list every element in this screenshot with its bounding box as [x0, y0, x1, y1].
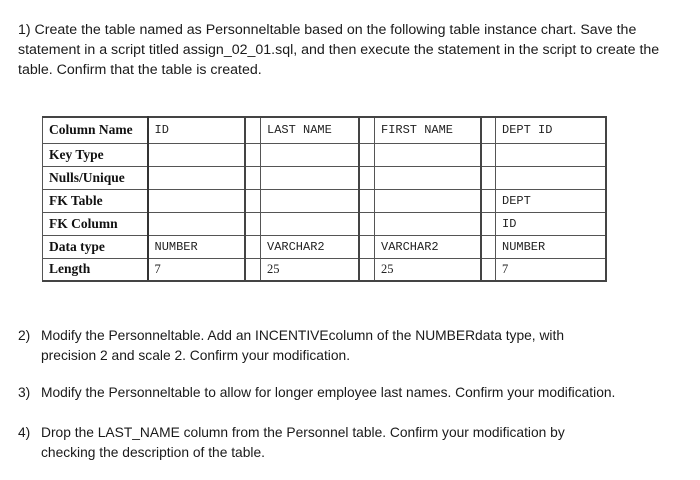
table-cell: [261, 143, 359, 166]
question-4-number: 4): [18, 425, 31, 440]
table-spacer-cell: [245, 212, 261, 235]
table-spacer-cell: [245, 189, 261, 212]
table-cell: [261, 189, 359, 212]
question-3-line: Modify the Personneltable to allow for longer employee last names. Confirm your modification.: [41, 385, 616, 400]
table-cell: [375, 166, 481, 189]
row-header: Key Type: [43, 143, 148, 166]
table-cell: [148, 189, 245, 212]
table-spacer-cell: [245, 235, 261, 258]
table-spacer-cell: [481, 212, 496, 235]
table-cell: 7: [148, 258, 245, 281]
table-cell: [496, 143, 606, 166]
table-spacer-cell: [481, 117, 496, 143]
row-header: FK Column: [43, 212, 148, 235]
question-3: [18, 383, 681, 403]
table-spacer-cell: [359, 166, 375, 189]
question-1: [18, 20, 686, 80]
question-1-line: table. Confirm that the table is created.: [18, 62, 262, 78]
question-4-line: Drop the LAST_NAME column from the Personnel table. Confirm your modification by: [41, 425, 565, 440]
question-3-number: 3): [18, 385, 31, 400]
table-instance-chart: [42, 116, 607, 282]
table-row: [43, 189, 606, 212]
table-spacer-cell: [481, 189, 496, 212]
table-spacer-cell: [245, 117, 261, 143]
table-spacer-cell: [481, 166, 496, 189]
question-1-line: statement in a script titled assign_02_01.sql, and then execute the statement in the script to create the: [18, 42, 660, 58]
table-spacer-cell: [359, 143, 375, 166]
table-cell: DEPT ID: [496, 117, 606, 143]
row-header: Data type: [43, 235, 148, 258]
table-cell: [148, 166, 245, 189]
table-row: [43, 166, 606, 189]
row-header: Nulls/Unique: [43, 166, 148, 189]
table-spacer-cell: [359, 235, 375, 258]
table-cell: [375, 189, 481, 212]
question-1-line: 1) Create the table named as Personneltable based on the following table instance chart. Save the: [18, 22, 637, 38]
table-cell: 25: [375, 258, 481, 281]
table-cell: [261, 166, 359, 189]
question-4-line: checking the description of the table.: [41, 445, 265, 460]
row-header: FK Table: [43, 189, 148, 212]
question-4: [18, 423, 681, 463]
row-header: Column Name: [43, 117, 148, 143]
table-cell: [375, 143, 481, 166]
table-spacer-cell: [245, 166, 261, 189]
question-2-number: 2): [18, 328, 31, 343]
table-spacer-cell: [481, 235, 496, 258]
question-2-line: precision 2 and scale 2. Confirm your modification.: [41, 348, 351, 363]
table-spacer-cell: [481, 258, 496, 281]
table-spacer-cell: [359, 189, 375, 212]
table-cell: FIRST NAME: [375, 117, 481, 143]
table-cell: VARCHAR2: [261, 235, 359, 258]
table-cell: 7: [496, 258, 606, 281]
table-cell: DEPT: [496, 189, 606, 212]
table-spacer-cell: [245, 143, 261, 166]
table-cell: NUMBER: [496, 235, 606, 258]
table-cell: [148, 143, 245, 166]
table-row: [43, 212, 606, 235]
row-header: Length: [43, 258, 148, 281]
table-cell: [148, 212, 245, 235]
table-cell: VARCHAR2: [375, 235, 481, 258]
table-spacer-cell: [359, 212, 375, 235]
table-spacer-cell: [481, 143, 496, 166]
question-2-line: Modify the Personneltable. Add an INCENTIVEcolumn of the NUMBERdata type, with: [41, 328, 565, 343]
table-cell: ID: [496, 212, 606, 235]
table-cell: [261, 212, 359, 235]
table-row: [43, 143, 606, 166]
table-row: [43, 235, 606, 258]
table-row: [43, 117, 606, 143]
table-spacer-cell: [245, 258, 261, 281]
table-row: [43, 258, 606, 281]
question-2: [18, 326, 681, 366]
table-cell: NUMBER: [148, 235, 245, 258]
table-cell: ID: [148, 117, 245, 143]
table-cell: LAST NAME: [261, 117, 359, 143]
table-spacer-cell: [359, 117, 375, 143]
table-cell: [496, 166, 606, 189]
table-cell: [375, 212, 481, 235]
table-spacer-cell: [359, 258, 375, 281]
table-cell: 25: [261, 258, 359, 281]
